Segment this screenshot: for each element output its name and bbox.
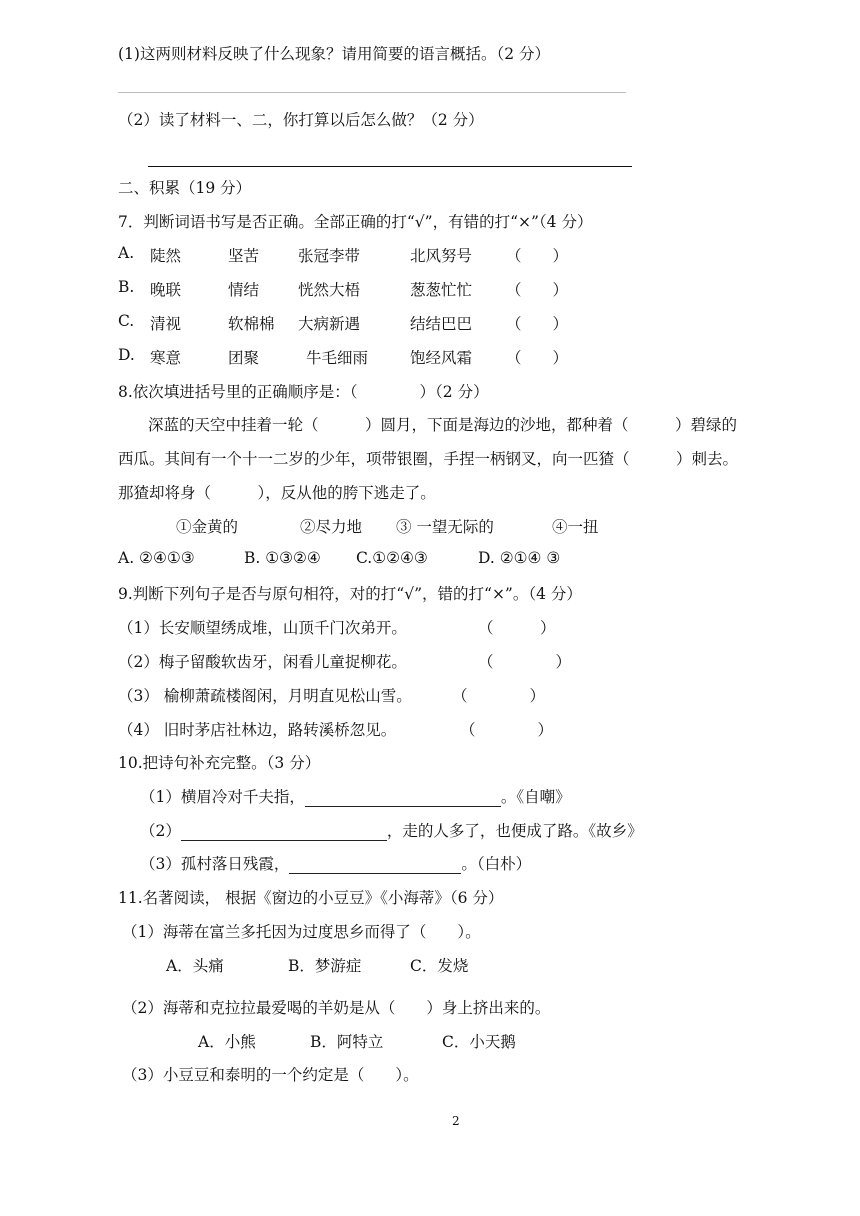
q7-word: 坚苦 [228,247,260,265]
q11-option[interactable]: A．小熊 [198,1033,256,1051]
q7-word: 情结 [228,281,260,299]
q7-word: 恍然大梧 [298,281,361,299]
fill-blank[interactable] [181,822,387,841]
q8-option-b[interactable]: B. ①③②④ [244,549,321,567]
q11-option[interactable]: A．头痛 [166,957,224,975]
answer-paren[interactable]: （ ） [478,619,556,637]
fill-blank[interactable] [305,788,501,807]
q7-label: A. [118,244,135,262]
q7-word: 结结巴巴 [410,315,473,333]
page-number: 2 [452,1114,460,1128]
q7-word: 晚联 [150,281,182,299]
q7-label: B. [118,278,135,296]
answer-paren[interactable]: （ ） [452,687,546,705]
answer-paren[interactable]: （ ） [506,247,569,265]
answer-paren[interactable]: （ ） [460,721,554,739]
q10-text: （2） [140,822,181,840]
q10-text: （1）横眉冷对千夫指， [140,788,305,806]
q8-option-d[interactable]: D. ②①④ ③ [478,549,561,567]
q8-passage: 那猹却将身（ ），反从他的胯下逃走了。 [118,484,436,502]
q11-option[interactable]: B．梦游症 [288,957,362,975]
q8-choice: ④一扭 [552,518,599,536]
q8-choice: ③ 一望无际的 [396,518,494,536]
q10-line [140,852,531,874]
q9-item: （1）长安顺望绣成堆，山顶千门次弟开。 [118,619,407,637]
q7-word: 张冠李带 [298,247,361,265]
q8-passage: 深蓝的天空中挂着一轮（ ）圆月，下面是海边的沙地，都种着（ ）碧绿的 [148,416,738,434]
q8-choice: ①金黄的 [176,518,239,536]
q7-word: 寒意 [150,349,182,367]
q11-sub2: （2）海蒂和克拉拉最爱喝的羊奶是从（ ）身上挤出来的。 [122,999,551,1017]
q7-label: C. [118,312,135,330]
q7-word: 大病新遇 [298,315,361,333]
q8-option-c[interactable]: C.①②④③ [356,549,428,567]
q8-choice: ②尽力地 [300,518,363,536]
q9-item: （2）梅子留酸软齿牙，闲看儿童捉柳花。 [118,653,407,671]
q11-option[interactable]: B．阿特立 [310,1033,384,1051]
q11-sub3: （3）小豆豆和泰明的一个约定是（ ）。 [122,1066,419,1084]
q9-item: （4） 旧时茅店社林边，路转溪桥忽见。 [118,721,397,739]
q7-word: 葱葱忙忙 [410,281,473,299]
answer-line[interactable] [118,92,626,93]
q11-option[interactable]: C．发烧 [410,957,469,975]
q10-text: 。（白朴） [461,855,532,873]
q7-word: 北风努号 [410,247,473,265]
q7-word: 饱经风霜 [410,349,473,367]
q11-prompt: 11.名著阅读， 根据《窗边的小豆豆》《小海蒂》（6 分） [118,889,504,907]
q9-prompt: 9.判断下列句子是否与原句相符，对的打“√”，错的打“×”。（4 分） [118,585,582,603]
answer-paren[interactable]: （ ） [506,281,569,299]
q8-passage: 西瓜。其间有一个十一二岁的少年，项带银圈，手捏一柄钢叉，向一匹猹（ ）刺去。 [118,450,739,468]
q8-option-a[interactable]: A. ②④①③ [118,549,195,567]
q6-sub1: (1)这两则材料反映了什么现象？请用简要的语言概括。（2 分） [118,45,550,63]
q7-prompt: 7．判断词语书写是否正确。全部正确的打“√”，有错的打“×”（4 分） [118,213,593,231]
q11-option[interactable]: C．小天鹅 [442,1033,516,1051]
answer-paren[interactable]: （ ） [506,315,569,333]
q7-word: 软棉棉 [228,315,275,333]
q6-sub2: （2）读了材料一、二，你打算以后怎么做？（2 分） [118,111,484,129]
q7-label: D. [118,346,135,364]
q11-sub1: （1）海蒂在富兰多托因为过度思乡而得了（ ）。 [122,923,481,941]
q7-word: 清视 [150,315,182,333]
q10-text: （3）孤村落日残霞， [140,855,290,873]
q7-word: 团聚 [228,349,260,367]
q7-word: 牛毛细雨 [306,349,369,367]
fill-blank[interactable] [289,855,461,874]
answer-paren[interactable]: （ ） [478,653,572,671]
q10-text: ，走的人多了，也便成了路。《故乡》 [386,822,643,840]
answer-line[interactable] [148,166,632,167]
q10-line [140,819,643,841]
answer-paren[interactable]: （ ） [506,349,569,367]
q10-text: 。《自嘲》 [500,788,571,806]
q10-line [140,785,571,807]
q10-prompt: 10.把诗句补充完整。（3 分） [118,754,321,772]
q9-item: （3） 榆柳萧疏楼阁闲，月明直见松山雪。 [118,687,412,705]
section-heading: 二、积累（19 分） [118,179,252,197]
q7-word: 陡然 [150,247,182,265]
q8-prompt: 8.依次填进括号里的正确顺序是：（ ）（2 分） [118,383,489,401]
